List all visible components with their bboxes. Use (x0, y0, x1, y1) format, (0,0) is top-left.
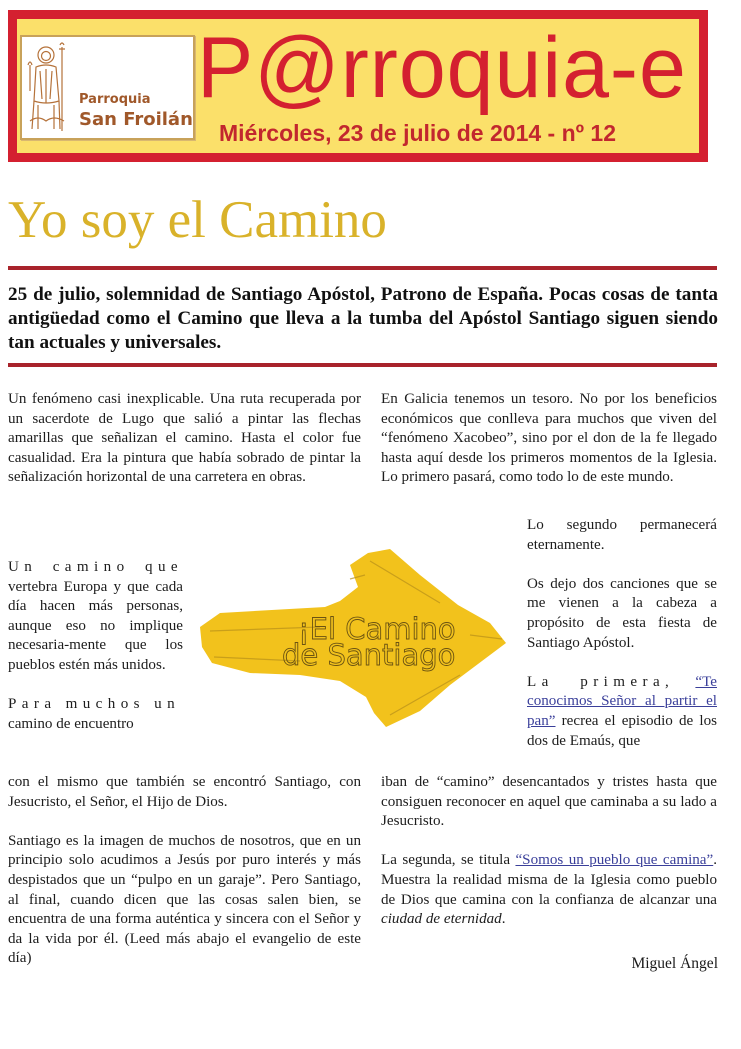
paragraph (8, 695, 183, 734)
left-column (8, 390, 361, 488)
saint-froilan-figure-icon (26, 41, 68, 135)
left-column-bottom (8, 773, 361, 969)
logo-line-san-froilan: San Froilán (79, 109, 193, 130)
divider-top (8, 266, 717, 270)
right-column-wrap-block (527, 516, 717, 751)
paragraph-opening: Un camino que (8, 559, 183, 575)
divider-bottom (8, 363, 717, 367)
svg-text:de Santiago: de Santiago (282, 638, 456, 672)
right-column (381, 390, 717, 488)
paragraph: Os dejo dos canciones que se me vienen a la cabeza a propósito de esta fiesta de Santiago Apóstol. (527, 575, 717, 651)
paragraph: iban de “camino” desencantados y tristes hasta que consiguen reconocer en aquel que caminaba a su lado a Jesucristo. (381, 774, 717, 830)
author-signature: Miguel Ángel (631, 955, 718, 972)
paragraph-tail: eternamente. (527, 536, 605, 553)
masthead (8, 10, 708, 162)
left-column-wrap-block (8, 558, 183, 734)
logo-line-parroquia: Parroquia (79, 92, 151, 107)
paragraph: con el mismo que también se encontró Santiago, con Jesucristo, el Señor, el Hijo de Dios. (8, 774, 361, 810)
right-column-bottom (381, 773, 717, 930)
paragraph: La segunda, se titula “Somos un pueblo que camina”. Muestra la realidad misma de la Iglesia como pueblo de Dios que camina con la confianza de alcanzar una ciudad de eternidad. (381, 852, 717, 928)
parish-logo (20, 35, 195, 140)
italic-phrase: ciudad de eternidad (381, 911, 502, 928)
paragraph-tail: Lo segundo permanecerá (527, 517, 717, 533)
article-headline: Yo soy el Camino (8, 191, 387, 249)
paragraph-opening: Para muchos un (8, 696, 181, 713)
article-lead: 25 de julio, solemnidad de Santiago Apóstol, Patrono de España. Pocas cosas de tanta antigüedad como el Camino que lleva a la tumba del Apóstol Santiago siguen siendo tan actuales y universales. (8, 284, 718, 353)
song-link-te-conocimos[interactable]: “Te conocimos Señor al partir el pan” (527, 673, 717, 729)
paragraph: Un fenómeno casi inexplicable. Una ruta recuperada por un sacerdote de Lugo que salió a pintar las flechas amarillas que señalizan el camino. Hasta el color fue casualidad. Era la pintura que había sobrado de pintar la señalización horizontal de una carretera en obras. (8, 391, 361, 486)
masthead-inner (17, 19, 699, 153)
paragraph-rest: vertebra Europa y que cada día hacen más personas, aunque eso no implique necesaria-mente que los pueblos estén más unidos. (8, 578, 183, 673)
song-link-somos-un-pueblo[interactable]: “Somos un pueblo que camina” (515, 852, 714, 869)
paragraph (8, 558, 183, 676)
newsletter-title: P@rroquia-e (197, 20, 687, 116)
camino-de-santiago-arrow-icon (190, 535, 520, 735)
paragraph: En Galicia tenemos un tesoro. No por los beneficios económicos que conlleva para muchos que viven del “fenómeno Xacobeo”, sino por el don de la fe llegado hasta aquí desde los primeros momentos de la Iglesia. Lo primero pasará, como todo lo de este mundo. (381, 391, 717, 486)
paragraph: Santiago es la imagen de muchos de nosotros, que en un principio solo acudimos a Jesús por puro interés y más despistados que un “pulpo en un garaje”. Pero Santiago, al final, cuando dicen que las cosas salen bien, se encuentra de una forma auténtica y sincera con el Señor y da la vida por él. (Leed más abajo el evangelio de este día) (8, 832, 361, 967)
issue-dateline: Miércoles, 23 de julio de 2014 - nº 12 (219, 120, 617, 146)
svg-text:¡El Camino: ¡El Camino (298, 612, 456, 646)
paragraph-second-line: camino de encuentro (8, 715, 134, 732)
paragraph: La primera, “Te conocimos Señor al partir el pan” recrea el episodio de los dos de Emaús, que (527, 673, 717, 749)
